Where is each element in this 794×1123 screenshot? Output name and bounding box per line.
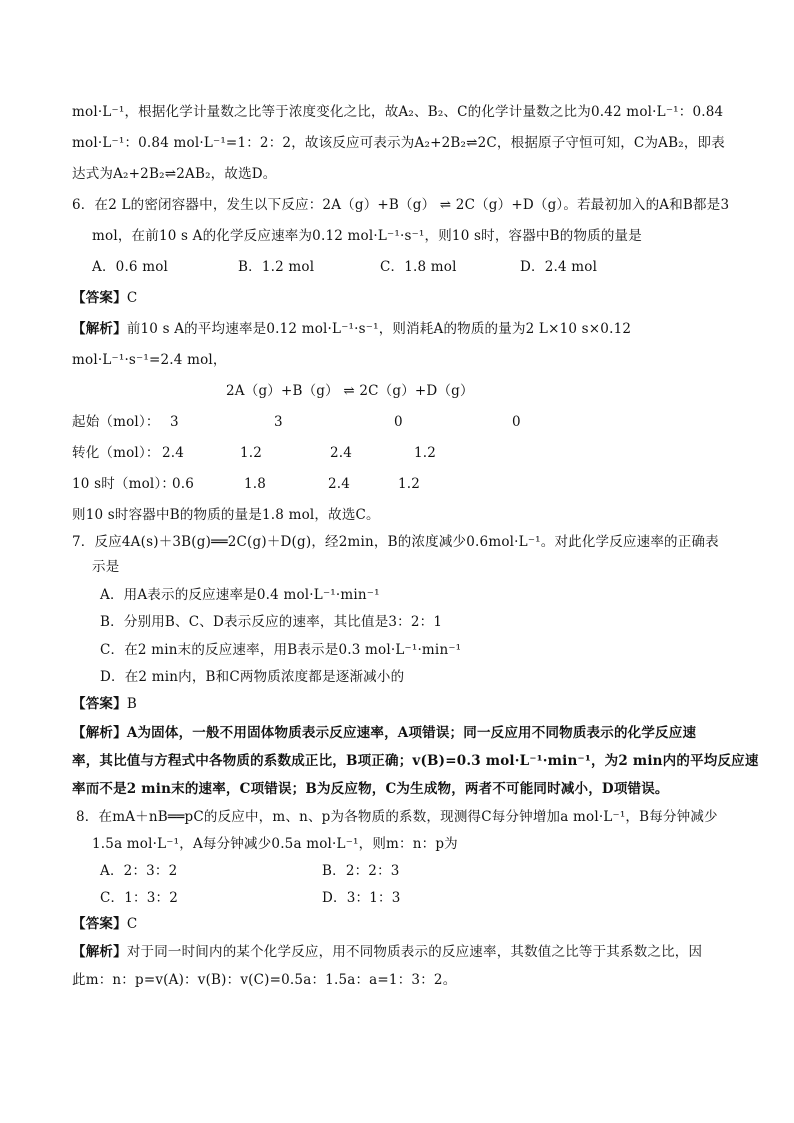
q6-stem-line-2: mol，在前10 s A的化学反应速率为0.12 mol·L⁻¹·s⁻¹，则10 s时，容器中B的物质的量是 [92, 228, 642, 244]
q6-option-a: A．0.6 mol [92, 259, 169, 275]
q7-option-c: C．在2 min末的反应速率，用B表示是0.3 mol·L⁻¹·min⁻¹ [100, 642, 462, 658]
row-value: 0.6 [172, 476, 195, 492]
row-value: 1.8 [244, 476, 267, 492]
prev-analysis-line-3: 达式为A₂+2B₂⇌2AB₂，故选D。 [72, 166, 277, 182]
row-value: 1.2 [414, 445, 437, 461]
q6-stem-line-1: 6．在2 L的密闭容器中，发生以下反应：2A（g）+B（g） ⇌ 2C（g）+D（g）。若最初加入的A和B都是3 [72, 197, 730, 213]
q6-analysis-line-2: mol·L⁻¹·s⁻¹=2.4 mol， [72, 352, 227, 368]
answer-label: 【答案】 [72, 290, 127, 306]
q8-analysis-line-2: 此m：n：p=v(A)：v(B)：v(C)=0.5a：1.5a：a=1：3：2。 [72, 972, 457, 988]
q6-equation: 2A（g）+B（g） ⇌ 2C（g）+D（g） [226, 383, 474, 399]
analysis-text: 前10 s A的平均速率是0.12 mol·L⁻¹·s⁻¹，则消耗A的物质的量为2 L×10 s×0.12 [126, 321, 632, 337]
q6-answer [72, 289, 734, 307]
q6-conclusion: 则10 s时容器中B的物质的量是1.8 mol，故选C。 [72, 507, 380, 523]
q6-option-d: D．2.4 mol [520, 259, 598, 275]
row-value: 2.4 [162, 445, 185, 461]
prev-analysis-line-2: mol·L⁻¹：0.84 mol·L⁻¹=1：2：2，故该反应可表示为A₂+2B₂⇌2C，根据原子守恒可知，C为AB₂，即表 [72, 135, 725, 151]
q8-option-b: B．2：2：3 [322, 863, 400, 879]
q8-option-d: D．3：1：3 [322, 890, 401, 906]
q7-option-d: D．在2 min内，B和C两物质浓度都是逐渐减小的 [100, 669, 405, 685]
row-label: 10 s时（mol）： [72, 476, 176, 492]
answer-value: C [126, 916, 138, 932]
row-value: 0 [512, 414, 521, 430]
q6-option-b: B．1.2 mol [238, 259, 315, 275]
analysis-label: 【解析】 [72, 321, 127, 337]
analysis-label: 【解析】 [72, 944, 127, 960]
q6-analysis-line-1 [72, 320, 734, 338]
q6-option-c: C．1.8 mol [380, 259, 457, 275]
q8-stem-line-2: 1.5a mol·L⁻¹，A每分钟减少0.5a mol·L⁻¹，则m：n：p为 [92, 836, 458, 852]
row-value: 3 [274, 414, 283, 430]
row-label: 转化（mol）： [72, 445, 160, 461]
row-value: 2.4 [328, 476, 351, 492]
row-value: 0 [394, 414, 403, 430]
q7-stem-line-2: 示是 [92, 559, 120, 575]
q8-answer [72, 915, 734, 933]
q7-answer [72, 695, 734, 713]
analysis-text: 对于同一时间内的某个化学反应，用不同物质表示的反应速率，其数值之比等于其系数之比，因 [126, 944, 703, 960]
answer-label: 【答案】 [72, 916, 127, 932]
row-value: 2.4 [330, 445, 353, 461]
q8-analysis-line-1 [72, 943, 734, 961]
answer-label: 【答案】 [72, 696, 127, 712]
row-value: 1.2 [398, 476, 421, 492]
q8-option-a: A．2：3：2 [100, 863, 178, 879]
q7-option-a: A．用A表示的反应速率是0.4 mol·L⁻¹·min⁻¹ [100, 587, 380, 603]
row-value: 3 [170, 414, 179, 430]
analysis-label: 【解析】 [72, 725, 127, 741]
q8-stem-line-1: 8．在mA＋nB══pC的反应中，m、n、p为各物质的系数，现测得C每分钟增加a mol·L⁻¹，B每分钟减少 [76, 809, 718, 825]
q7-stem-line-1: 7．反应4A(s)＋3B(g)══2C(g)＋D(g)，经2min，B的浓度减少0.6mol·L⁻¹。对此化学反应速率的正确表 [72, 534, 719, 550]
prev-analysis-line-1: mol·L⁻¹，根据化学计量数之比等于浓度变化之比，故A₂、B₂、C的化学计量数之比为0.42 mol·L⁻¹：0.84 [72, 104, 724, 120]
q7-analysis-line-2: 率，其比值与方程式中各物质的系数成正比，B项正确；v(B)=0.3 mol·L⁻¹·min⁻¹，为2 min内的平均反应速 [72, 753, 759, 769]
q7-analysis-line-3: 率而不是2 min末的速率，C项错误；B为反应物，C为生成物，两者不可能同时减小，D项错误。 [72, 781, 669, 797]
q7-option-b: B．分别用B、C、D表示反应的速率，其比值是3：2：1 [100, 614, 443, 630]
analysis-text: A为固体，一般不用固体物质表示反应速率，A项错误；同一反应用不同物质表示的化学反应速 [126, 725, 697, 741]
row-label: 起始（mol）： [72, 414, 160, 430]
row-value: 1.2 [240, 445, 263, 461]
q7-analysis-line-1 [72, 724, 734, 742]
answer-value: B [126, 696, 137, 712]
q8-option-c: C．1：3：2 [100, 890, 178, 906]
answer-value: C [126, 290, 138, 306]
